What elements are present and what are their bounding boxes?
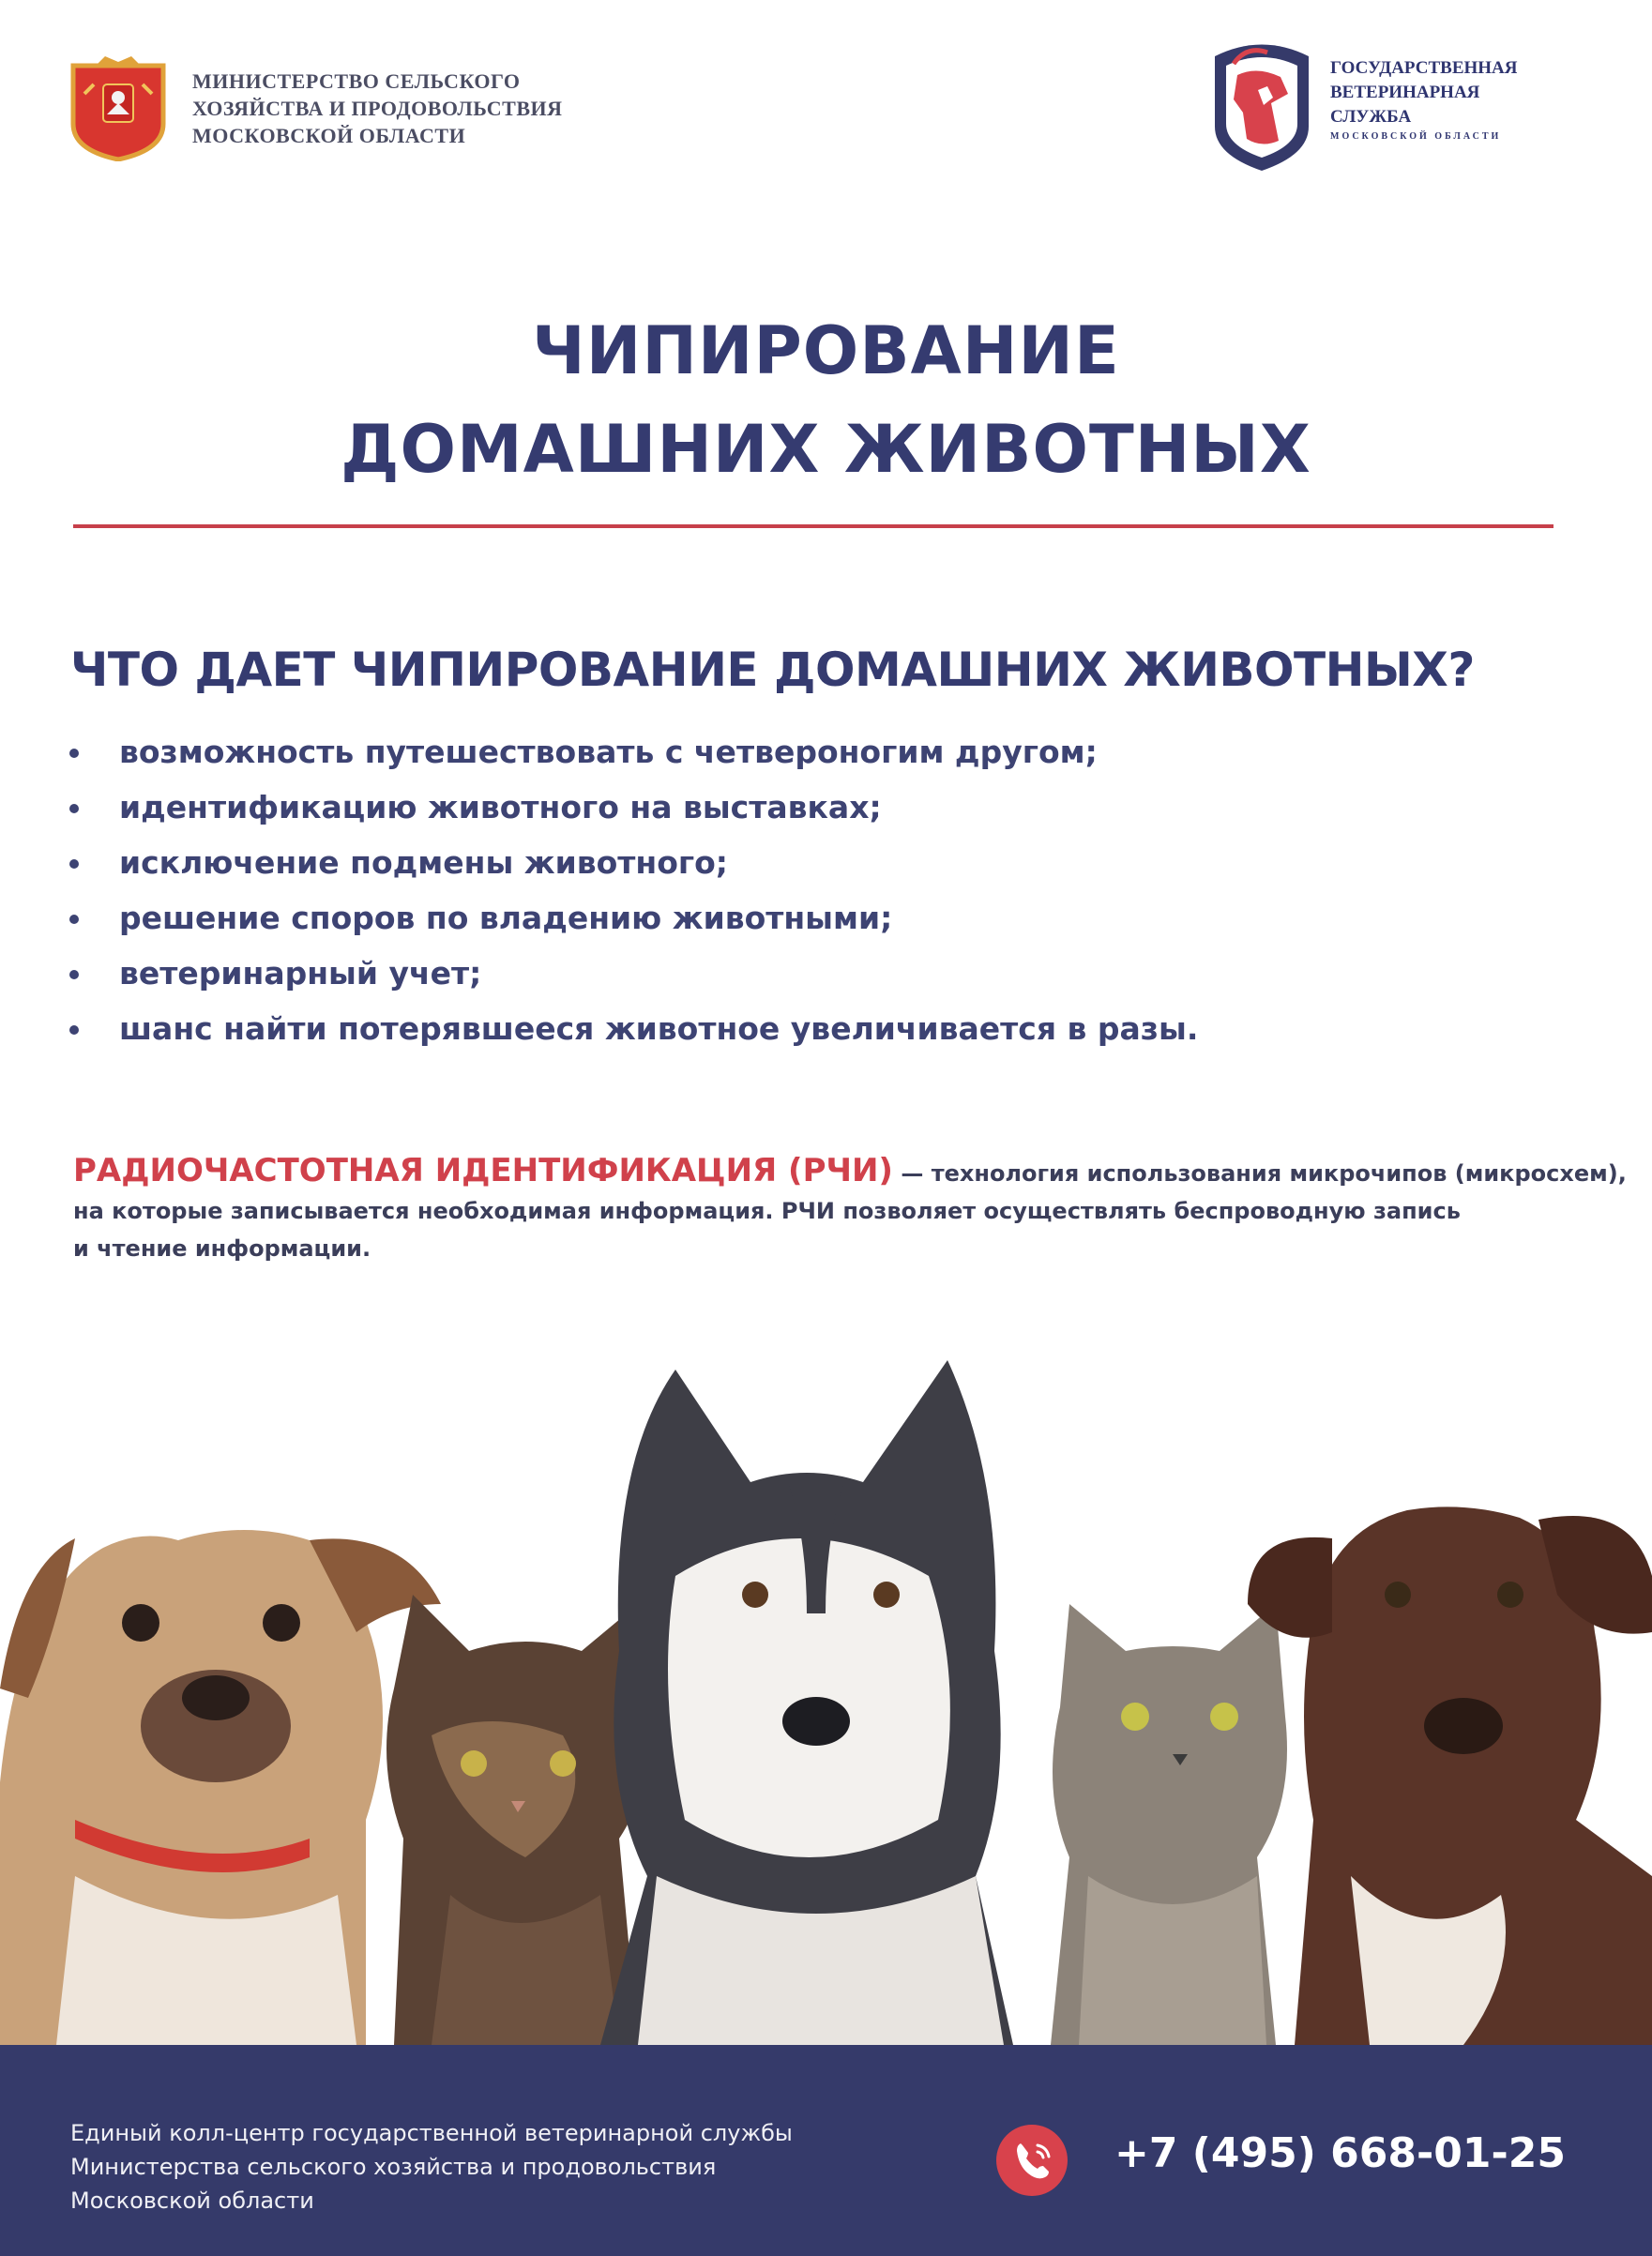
- vet-service-line: СЛУЖБА: [1330, 107, 1412, 127]
- vet-service-logo-icon: [1205, 38, 1318, 174]
- phone-badge: [996, 2125, 1068, 2196]
- pets-photo: [0, 1295, 1652, 2045]
- list-item: [66, 780, 1567, 835]
- rfid-definition-line: на которые записывается необходимая информация. РЧИ позволяет осуществлять беспроводную запись: [73, 1198, 1461, 1224]
- list-item: [66, 946, 1567, 1001]
- rfid-definition-line: и чтение информации.: [73, 1235, 371, 1262]
- moscow-oblast-crest-icon: [66, 56, 171, 161]
- callcenter-line: Единый колл-центр государственной ветеринарной службы: [70, 2120, 793, 2146]
- title-line-1: ЧИПИРОВАНИЕ: [532, 312, 1120, 389]
- dog-husky: [600, 1360, 1013, 2045]
- callcenter-line: Московской области: [70, 2188, 314, 2214]
- bullet-icon: [69, 749, 79, 758]
- list-item-text: ветеринарный учет;: [119, 955, 482, 992]
- bullet-icon: [69, 915, 79, 924]
- list-item-text: возможность путешествовать с четвероногим другом;: [119, 734, 1098, 770]
- phone-icon: [996, 2125, 1068, 2196]
- ministry-line: МОСКОВСКОЙ ОБЛАСТИ: [192, 124, 466, 147]
- cat-left: [386, 1595, 649, 2045]
- ministry-name: [192, 68, 680, 149]
- dog-right: [1248, 1507, 1652, 2045]
- ministry-line: МИНИСТЕРСТВО СЕЛЬСКОГО: [192, 69, 521, 93]
- bullet-icon: [69, 804, 79, 813]
- callcenter-line: Министерства сельского хозяйства и продовольствия: [70, 2154, 717, 2180]
- footer: [0, 2045, 1652, 2256]
- bullet-icon: [69, 1025, 79, 1035]
- bullet-icon: [69, 859, 79, 869]
- benefits-list: [66, 724, 1567, 1056]
- header: [66, 56, 1604, 178]
- vet-service-name: [1330, 56, 1612, 144]
- rfid-definition-line: — технология использования микрочипов (микросхем),: [892, 1160, 1627, 1187]
- list-item-text: шанс найти потерявшееся животное увеличивается в разы.: [119, 1010, 1199, 1047]
- list-item-text: исключение подмены животного;: [119, 844, 728, 881]
- benefits-heading: ЧТО ДАЕТ ЧИПИРОВАНИЕ ДОМАШНИХ ЖИВОТНЫХ?: [70, 643, 1475, 697]
- title-line-2: ДОМАШНИХ ЖИВОТНЫХ: [341, 411, 1311, 488]
- list-item-text: идентификацию животного на выставках;: [119, 789, 882, 825]
- list-item: [66, 1001, 1567, 1056]
- bullet-icon: [69, 970, 79, 979]
- phone-number[interactable]: +7 (495) 668-01-25: [1114, 2129, 1567, 2177]
- callcenter-info: [70, 2116, 915, 2218]
- rfid-term: РАДИОЧАСТОТНАЯ ИДЕНТИФИКАЦИЯ (РЧИ): [73, 1152, 893, 1189]
- page-title: [0, 302, 1652, 499]
- list-item: [66, 890, 1567, 946]
- ministry-line: ХОЗЯЙСТВА И ПРОДОВОЛЬСТВИЯ: [192, 97, 563, 120]
- vet-service-line: ГОСУДАРСТВЕННАЯ: [1330, 58, 1518, 78]
- vet-service-region: МОСКОВСКОЙ ОБЛАСТИ: [1330, 131, 1502, 142]
- list-item: [66, 835, 1567, 890]
- list-item: [66, 724, 1567, 780]
- list-item-text: решение споров по владению животными;: [119, 900, 893, 936]
- dog-left: [0, 1530, 441, 2045]
- title-divider: [73, 524, 1553, 528]
- cat-right: [1051, 1604, 1287, 2045]
- rfid-first-line: [73, 1152, 1627, 1192]
- rfid-definition: [73, 1152, 1627, 1267]
- vet-service-line: ВЕТЕРИНАРНАЯ: [1330, 83, 1480, 102]
